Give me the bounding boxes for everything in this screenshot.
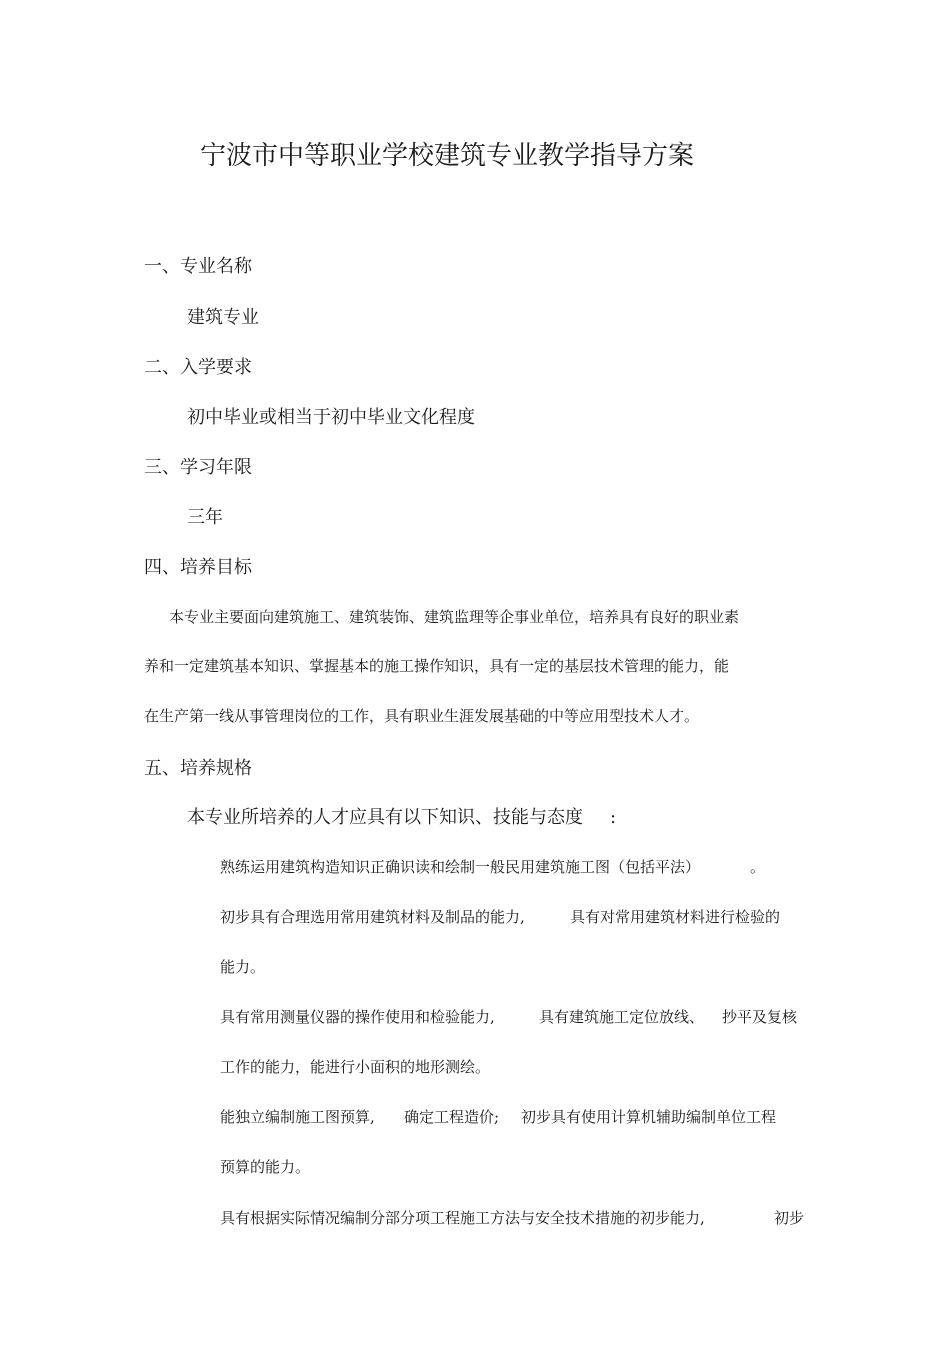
- spec-item: 初步具有合理选用常用建筑材料及制品的能力,: [220, 908, 525, 926]
- spec-item-continuation: 预算的能力。: [220, 1158, 311, 1176]
- section-heading: 三、学习年限: [144, 457, 252, 478]
- section-heading: 二、入学要求: [144, 357, 252, 378]
- document-title: 宁波市中等职业学校建筑专业教学指导方案: [200, 141, 695, 171]
- spec-item: 具有根据实际情况编制分部分项工程施工方法与安全技术措施的初步能力,: [220, 1209, 705, 1227]
- spec-item-continuation: 能力。: [220, 958, 266, 976]
- section-body: 建筑专业: [187, 307, 259, 328]
- spec-item: 能独立编制施工图预算,: [220, 1108, 375, 1126]
- section-intro: 本专业所培养的人才应具有以下知识、技能与态度: [187, 807, 583, 828]
- section-heading: 五、培养规格: [144, 758, 252, 779]
- spec-item: 具有对常用建筑材料进行检验的: [570, 908, 781, 926]
- spec-item: 初步: [774, 1209, 805, 1227]
- paragraph-line: 在生产第一线从事管理岗位的工作，具有职业生涯发展基础的中等应用型技术人才。: [144, 707, 700, 725]
- spec-item: 初步具有使用计算机辅助编制单位工程: [521, 1108, 777, 1126]
- section-heading: 一、专业名称: [144, 256, 252, 277]
- paragraph-line: 本专业主要面向建筑施工、建筑装饰、建筑监理等企事业单位，培养具有良好的职业素: [169, 608, 740, 626]
- spec-item: 熟练运用建筑构造知识正确识读和绘制一般民用建筑施工图（包括平法）: [220, 858, 701, 876]
- spec-item: 确定工程造价;: [404, 1108, 500, 1126]
- section-heading: 四、培养目标: [144, 557, 252, 578]
- paragraph-line: 养和一定建筑基本知识、掌握基本的施工操作知识，具有一定的基层技术管理的能力，能: [144, 657, 730, 675]
- section-body: 三年: [187, 507, 223, 528]
- spec-item: 抄平及复核: [722, 1008, 798, 1026]
- section-body: 初中毕业或相当于初中毕业文化程度: [187, 407, 475, 428]
- spec-item: 具有建筑施工定位放线、: [539, 1008, 705, 1026]
- section-intro-colon: :: [610, 807, 617, 828]
- spec-item-punct: 。: [750, 858, 766, 876]
- spec-item-continuation: 工作的能力，能进行小面积的地形测绘。: [220, 1058, 491, 1076]
- spec-item: 具有常用测量仪器的操作使用和检验能力,: [220, 1008, 495, 1026]
